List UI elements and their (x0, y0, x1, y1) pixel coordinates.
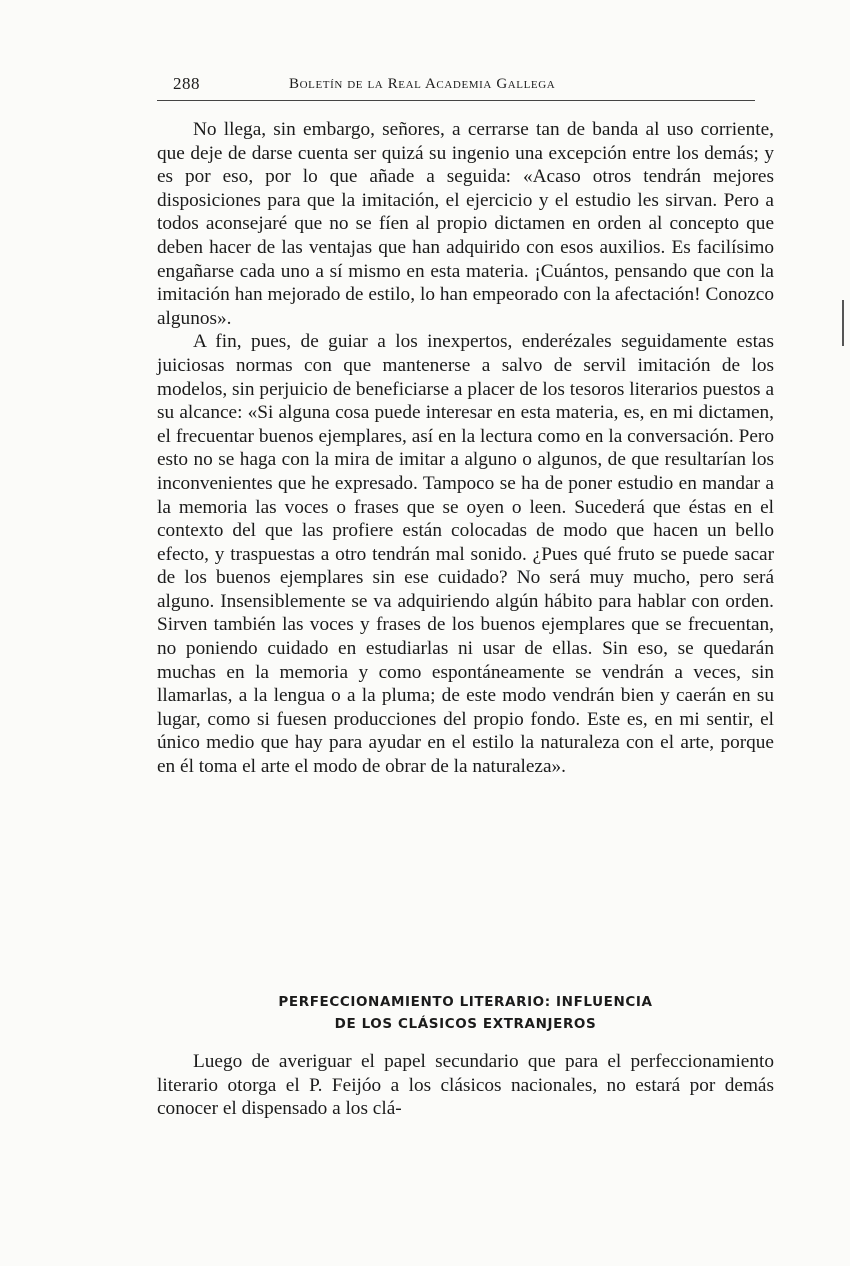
section-heading-line-2: DE LOS CLÁSICOS EXTRANJEROS (334, 1016, 597, 1032)
paragraph-2: A fin, pues, de guiar a los inexpertos, enderézales seguidamente estas juiciosas normas con que mantenerse a salvo de servil imitación de los modelos, sin perjuicio de beneficiarse a placer de los tesoros literarios puestos a su alcance: «Si alguna cosa puede interesar en esta materia, es, en mi dictamen, el frecuentar buenos ejemplares, así en la lectura como en la conversación. Pero esto no se haga con la mira de imitar a alguno o algunos, de que resultarían los inconvenientes que he expresado. Tampoco se ha de poner estudio en mandar a la memoria las voces o frases que se oyen o leen. Sucederá que éstas en el contexto del que las profiere están colocadas de modo que hacen un bello efecto, y traspuestas a otro tendrán mal sonido. ¿Pues qué fruto se puede sacar de los buenos ejemplares sin ese cuidado? No será muy mucho, pero será alguno. Insensiblemente se va adquiriendo algún hábito para hablar con orden. Sirven también las voces y frases de los buenos ejemplares que se frecuentan, no poniendo cuidado en estudiarlas ni usar de ellas. Sin eso, se quedarán muchas en la memoria y como espontáneamente se vendrán a veces, sin llamarlas, a la lengua o a la pluma; de este modo vendrán bien y caerán en su lugar, como si fuesen producciones del propio fondo. Este es, en mi sentir, el único medio que hay para ayudar en el estilo la naturaleza con el arte, porque en él toma el arte el modo de obrar de la naturaleza». (157, 331, 774, 778)
section-heading (157, 991, 774, 1035)
running-head: Boletín de la Real Academia Gallega (289, 76, 556, 92)
page-number: 288 (173, 74, 200, 93)
margin-mark (842, 300, 844, 346)
paragraph-1: No llega, sin embargo, señores, a cerrarse tan de banda al uso corriente, que deje de darse cuenta ser quizá su ingenio una excepción entre los demás; y es por eso, por lo que añade a seguida: «Acaso otros tendrán mejores disposiciones para que la imitación, el ejercicio y el estudio les sirvan. Pero a todos aconsejaré que no se fíen al propio dictamen en orden al concepto que deben hacer de las ventajas que han adquirido con esos auxilios. Es facilísimo engañarse cada uno a sí mismo en esta materia. ¡Cuántos, pensando que con la imitación han mejorado de estilo, lo han empeorado con la afectación! Conozco algunos». (157, 119, 774, 329)
closing-paragraph: Luego de averiguar el papel secundario que para el perfeccionamiento literario otorga el P. Feijóo a los clásicos nacionales, no estará por demás conocer el dispensado a los clá- (157, 1051, 774, 1120)
body-text (157, 118, 774, 779)
section-heading-line-1: PERFECCIONAMIENTO LITERARIO: INFLUENCIA (278, 994, 653, 1010)
page-header (157, 70, 755, 101)
